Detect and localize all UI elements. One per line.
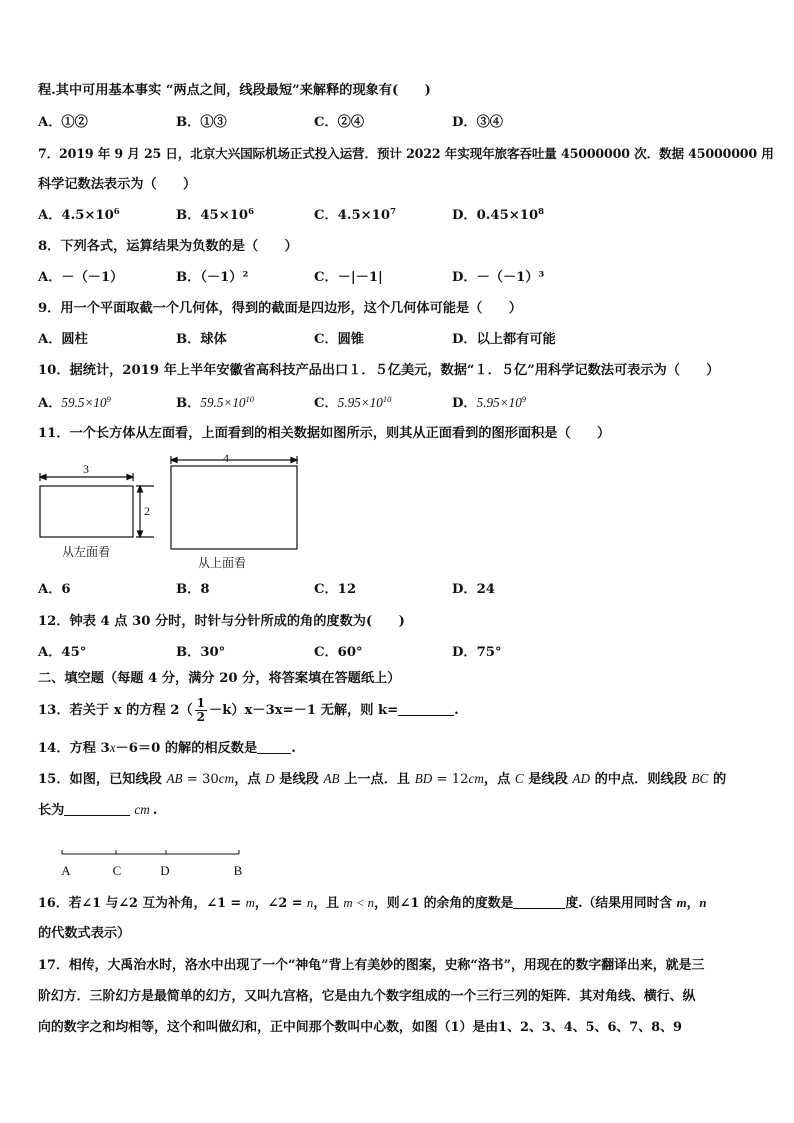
q12-option-b: B．30° bbox=[176, 645, 226, 660]
point-a-label: A bbox=[61, 863, 71, 878]
q6-option-c: C．②④ bbox=[314, 115, 365, 130]
left-view-width-label: 3 bbox=[83, 462, 89, 476]
q8-option-c: C．－|－1| bbox=[314, 270, 383, 285]
q10-option-d: D．$5.95\times 10^9$ bbox=[452, 394, 527, 411]
q11-option-d: D．24 bbox=[452, 582, 495, 597]
q11-text: 11．一个长方体从左面看，上面看到的相关数据如图所示，则其从正面看到的图形面积是（ ） bbox=[38, 426, 611, 441]
q7-option-a: A．$4.5\times 10^6$ bbox=[38, 207, 120, 223]
q11-option-b: B．8 bbox=[176, 582, 210, 597]
q11-option-a: A．6 bbox=[38, 582, 71, 597]
left-view-caption: 从左面看 bbox=[62, 545, 111, 559]
q7-option-c: C．$4.5\times 10^7$ bbox=[314, 207, 396, 223]
q9-option-a: A．圆柱 bbox=[38, 332, 88, 347]
q17-text-line1: 17．相传，大禹治水时，洛水中出现了一个“神龟”背上有美妙的图案，史称“洛书”，用现在的数字翻译出来，就是三 bbox=[38, 958, 705, 973]
q6-text: 程.其中可用基本事实 “两点之间，线段最短”来解释的现象有( ) bbox=[38, 83, 431, 98]
q17-text-line2: 阶幻方．三阶幻方是最简单的幻方，又叫九宫格，它是由九个数字组成的一个三行三列的矩阵．其对角线、横行、纵 bbox=[38, 989, 696, 1004]
q12-text: 12．钟表 4 点 30 分时，时针与分针所成的角的度数为( ) bbox=[38, 614, 405, 629]
q15-text-line1: 15．如图，已知线段 AB = 30cm，点 D 是线段 AB 上一点．且 BD = 12cm，点 C 是线段 AD 的中点．则线段 BC 的 bbox=[38, 771, 727, 787]
q12-option-c: C．60° bbox=[314, 645, 363, 660]
q10-option-b: B．$59.5\times 10^{10}$ bbox=[176, 394, 255, 411]
q13-text: 13．若关于 x 的方程 2（ $\frac{1}{2}$ －k）x－3x=－1 无解，则 k= . bbox=[38, 696, 459, 724]
q15-segment-figure bbox=[56, 846, 256, 880]
q15-answer-blank[interactable] bbox=[64, 803, 130, 816]
q10-option-c: C．$5.95\times 10^{10}$ bbox=[314, 394, 392, 411]
q9-option-b: B．球体 bbox=[176, 332, 227, 347]
q13-fraction: $\frac{1}{2}$ bbox=[196, 696, 206, 724]
q16-text-line1: 16．若∠1 与∠2 互为补角，∠1 = m，∠2 = n，且 m < n，则∠1 的余角的度数是 度.（结果用同时含 m，n bbox=[38, 896, 707, 911]
q11-option-c: C．12 bbox=[314, 582, 357, 597]
q16-answer-blank[interactable] bbox=[513, 896, 565, 909]
point-b-label: B bbox=[233, 863, 243, 878]
q9-text: 9．用一个平面取截一个几何体，得到的截面是四边形，这个几何体可能是（ ） bbox=[38, 301, 522, 316]
q6-option-d: D．③④ bbox=[452, 115, 503, 130]
section-heading-fill-in: 二、填空题（每题 4 分，满分 20 分，将答案填在答题纸上） bbox=[38, 671, 401, 686]
q16-text-line2: 的代数式表示） bbox=[38, 926, 131, 941]
q8-option-b: B．（－1）² bbox=[176, 270, 249, 285]
left-view-diagram bbox=[40, 473, 154, 537]
q17-text-line3: 向的数字之和均相等，这个和叫做幻和，正中间那个数叫中心数，如图（1）是由1、2、3、4、5、6、7、8、9 bbox=[38, 1020, 682, 1035]
q14-answer-blank[interactable] bbox=[257, 741, 291, 754]
top-view-diagram bbox=[171, 456, 297, 549]
q13-answer-blank[interactable] bbox=[398, 703, 454, 716]
q9-option-c: C．圆锥 bbox=[314, 332, 365, 347]
q14-text: 14．方程 3x－6＝0 的解的相反数是 . bbox=[38, 740, 296, 756]
q11-figure bbox=[36, 452, 306, 574]
q7-option-b: B．$45\times 10^6$ bbox=[176, 207, 255, 223]
q10-option-a: A．$59.5\times 10^9$ bbox=[38, 394, 111, 411]
point-d-label: D bbox=[160, 863, 170, 878]
q7-text-line2: 科学记数法表示为（ ） bbox=[38, 177, 197, 192]
top-view-caption: 从上面看 bbox=[198, 556, 247, 570]
q8-text: 8．下列各式，运算结果为负数的是（ ） bbox=[38, 239, 298, 254]
q8-option-d: D．－（－1）³ bbox=[452, 270, 545, 285]
top-view-width-label: 4 bbox=[223, 452, 229, 465]
q6-option-b: B．①③ bbox=[176, 115, 227, 130]
q10-text: 10．据统计，2019 年上半年安徽省高科技产品出口１．５亿美元，数据“１．５亿”用科学记数法可表示为（ ） bbox=[38, 363, 720, 378]
q12-option-a: A．45° bbox=[38, 645, 87, 660]
q7-text-line1: 7．2019 年 9 月 25 日，北京大兴国际机场正式投入运营．预计 2022 年实现年旅客吞吐量 45000000 次．数据 45000000 用 bbox=[38, 146, 774, 161]
q9-option-d: D．以上都有可能 bbox=[452, 332, 556, 347]
left-view-height-label: 2 bbox=[144, 504, 150, 518]
top-view-rect bbox=[171, 466, 297, 549]
q6-option-a: A．①② bbox=[38, 115, 88, 130]
q15-text-line2: 长为 cm . bbox=[38, 802, 158, 818]
q7-option-d: D．$0.45\times 10^8$ bbox=[452, 207, 545, 223]
q12-option-d: D．75° bbox=[452, 645, 502, 660]
q8-option-a: A．－（－1） bbox=[38, 270, 124, 285]
left-view-rect bbox=[40, 486, 133, 537]
point-c-label: C bbox=[112, 863, 122, 878]
